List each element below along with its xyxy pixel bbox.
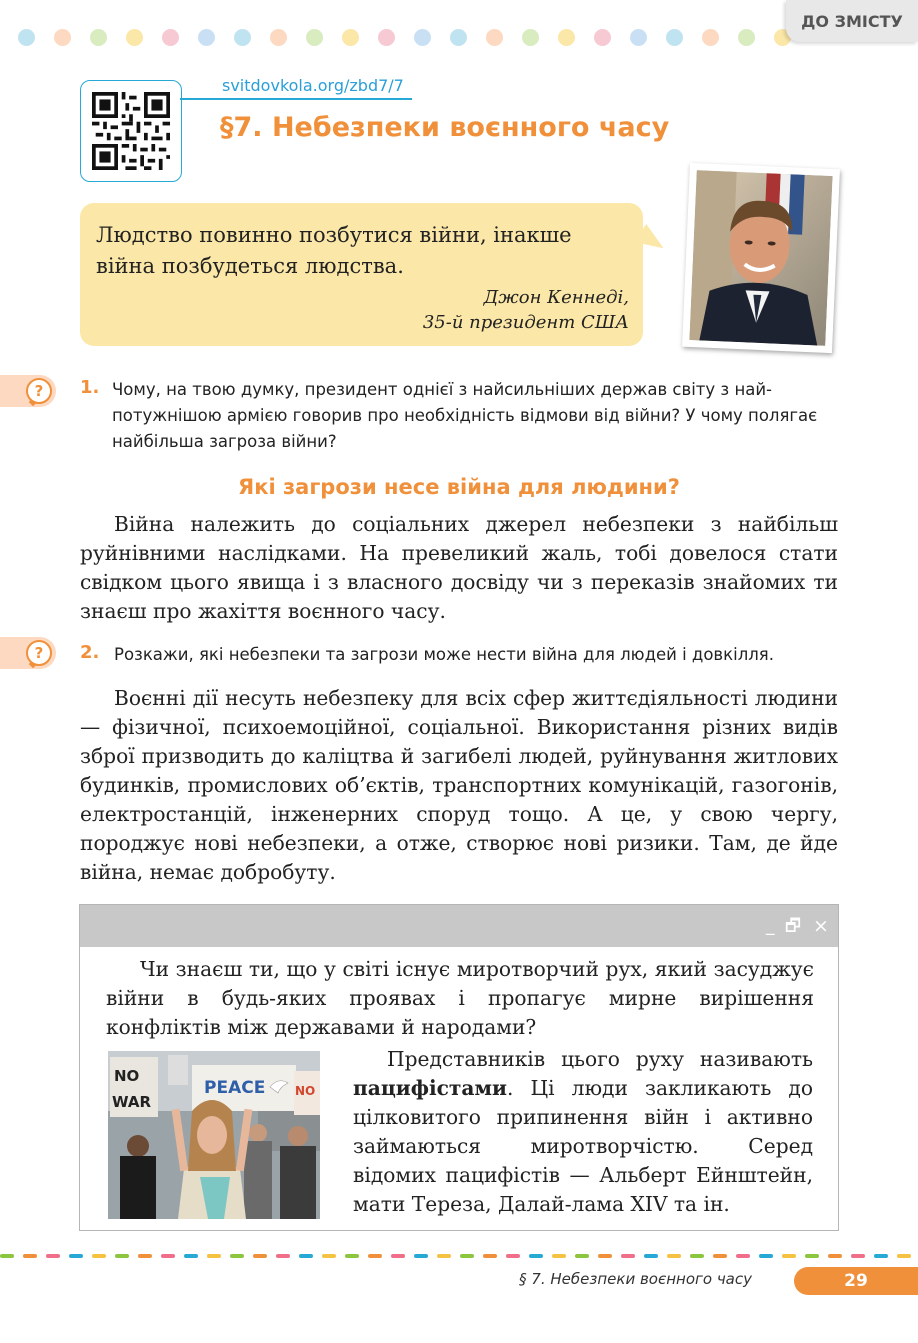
protest-image — [108, 1051, 320, 1219]
question-icon: ? — [26, 640, 52, 666]
decorative-dot — [738, 29, 755, 46]
decorative-dot — [54, 29, 71, 46]
decorative-dash — [322, 1254, 336, 1258]
decorative-dash — [207, 1254, 221, 1258]
question-1-text: Чому, на твою думку, президент однієї з найсильніших держав світу з най-потужнішою армією говорив про необхідність відмови від війни? У чому полягає найбільша загроза війни? — [112, 380, 818, 451]
section-heading: Які загрози несе війна для людини? — [238, 475, 680, 499]
decorative-dot — [270, 29, 287, 46]
decorative-dash — [828, 1254, 842, 1258]
qr-code-icon — [92, 92, 170, 170]
table-of-contents-button[interactable]: ДО ЗМІСТУ — [786, 0, 918, 42]
decorative-dash — [782, 1254, 796, 1258]
pacifists-term: пацифістами — [353, 1076, 508, 1100]
quote-line-1: Людство повинно позбутися війни, інакше — [96, 223, 572, 247]
info-window-titlebar — [80, 905, 838, 947]
decorative-dash — [529, 1254, 543, 1258]
sign-peace: PEACE — [204, 1078, 266, 1098]
decorative-dot — [558, 29, 575, 46]
decorative-dash — [621, 1254, 635, 1258]
decorative-dash — [460, 1254, 474, 1258]
info-window — [79, 904, 839, 1231]
svg-text:WAR: WAR — [112, 1093, 152, 1111]
decorative-dash — [552, 1254, 566, 1258]
decorative-dot — [522, 29, 539, 46]
restore-icon[interactable]: 🗗 — [785, 916, 801, 936]
chapter-url-link[interactable]: svitdovkola.org/zbd7/7 — [222, 76, 404, 95]
close-icon[interactable]: × — [813, 915, 829, 937]
quote-author-role: 35-й президент США — [422, 312, 629, 333]
question-marker-1 — [0, 375, 56, 407]
decorative-dash — [690, 1254, 704, 1258]
decorative-dot — [702, 29, 719, 46]
decorative-dot — [198, 29, 215, 46]
decorative-dot — [126, 29, 143, 46]
decorative-dot — [90, 29, 107, 46]
question-marker-2 — [0, 637, 56, 669]
decorative-dash — [713, 1254, 727, 1258]
quote-author-name: Джон Кеннеді, — [483, 287, 629, 308]
infobox-body: Представників цього руху називають пацифістами. Ці люди закликають до цілковитого припинення війн і активно займаються миротворчістю. Серед відомих пацифістів — Альберт Ейнштейн, мати Тереза, Далай-лама XIV та ін. — [353, 1047, 813, 1216]
protest-photo — [108, 1051, 320, 1219]
decorative-dash — [506, 1254, 520, 1258]
decorative-dash — [736, 1254, 750, 1258]
chapter-title: §7. Небезпеки воєнного часу — [220, 112, 670, 143]
decorative-dash — [874, 1254, 888, 1258]
decorative-dash — [667, 1254, 681, 1258]
decorative-dash — [276, 1254, 290, 1258]
decorative-dot — [306, 29, 323, 46]
decorative-dash — [897, 1254, 911, 1258]
quote-bubble — [80, 203, 643, 346]
decorative-dash — [345, 1254, 359, 1258]
decorative-dot — [594, 29, 611, 46]
decorative-dash — [644, 1254, 658, 1258]
decorative-dot — [378, 29, 395, 46]
bottom-decorative-dashes — [0, 1254, 918, 1258]
question-1-number: 1. — [80, 377, 100, 398]
infobox-intro: Чи знаєш ти, що у світі існує миротворчий рух, який засуджує війни в будь-яких проявах і пропагує мирне вирішення конфліктів між державами й народами? — [106, 957, 814, 1039]
sign-no-war: NO — [114, 1067, 140, 1085]
decorative-dash — [575, 1254, 589, 1258]
quote-text — [96, 220, 616, 282]
decorative-dash — [115, 1254, 129, 1258]
decorative-dash — [414, 1254, 428, 1258]
decorative-dash — [253, 1254, 267, 1258]
decorative-dash — [161, 1254, 175, 1258]
decorative-dot — [414, 29, 431, 46]
decorative-dash — [851, 1254, 865, 1258]
qr-code — [80, 80, 182, 182]
decorative-dot — [234, 29, 251, 46]
quote-line-2: війна позбудеться людства. — [96, 254, 404, 278]
running-title: § 7. Небезпеки воєнного часу — [519, 1270, 752, 1288]
decorative-dash — [805, 1254, 819, 1258]
decorative-dash — [437, 1254, 451, 1258]
decorative-dash — [0, 1254, 14, 1258]
portrait-photo — [682, 163, 840, 353]
top-decorative-dots — [18, 29, 778, 47]
decorative-dot — [630, 29, 647, 46]
decorative-dash — [391, 1254, 405, 1258]
question-2-number: 2. — [80, 642, 100, 663]
decorative-dot — [486, 29, 503, 46]
decorative-dash — [69, 1254, 83, 1258]
url-underline — [180, 98, 412, 100]
decorative-dash — [46, 1254, 60, 1258]
decorative-dot — [342, 29, 359, 46]
decorative-dash — [230, 1254, 244, 1258]
paragraph-2: Воєнні дії несуть небезпеку для всіх сфер життєдіяльності людини — фізичної, психоемоційної, соціальної. Використання різних видів зброї призводить до каліцтва й загибелі людей, руйнування житлових будинків, промислових об’єктів, транспортних комунікацій, газогонів, електростанцій, інженерних споруд тощо. А це, у свою чергу, породжує нові небезпеки, а отже, створює нові ризики. Там, де йде війна, немає добробуту. — [80, 686, 838, 884]
minimize-icon[interactable]: _ — [766, 916, 775, 936]
decorative-dot — [162, 29, 179, 46]
question-icon: ? — [26, 378, 52, 404]
decorative-dash — [184, 1254, 198, 1258]
quote-author — [423, 285, 629, 335]
decorative-dash — [759, 1254, 773, 1258]
decorative-dash — [598, 1254, 612, 1258]
decorative-dot — [450, 29, 467, 46]
decorative-dash — [23, 1254, 37, 1258]
decorative-dash — [483, 1254, 497, 1258]
decorative-dash — [138, 1254, 152, 1258]
question-2-text: Розкажи, які небезпеки та загрози може нести війна для людей і довкілля. — [114, 645, 774, 664]
decorative-dot — [666, 29, 683, 46]
page-number: 29 — [794, 1267, 918, 1295]
decorative-dot — [18, 29, 35, 46]
decorative-dash — [299, 1254, 313, 1258]
svg-text:NO: NO — [295, 1084, 316, 1098]
portrait-image — [689, 170, 832, 346]
decorative-dash — [92, 1254, 106, 1258]
paragraph-1: Війна належить до соціальних джерел небезпеки з найбільш руйнівними наслідками. На превеликий жаль, тобі довелося стати свідком цього явища і з власного досвіду чи з переказів знайомих ти знаєш про жахіття воєнного часу. — [80, 512, 838, 623]
decorative-dash — [368, 1254, 382, 1258]
